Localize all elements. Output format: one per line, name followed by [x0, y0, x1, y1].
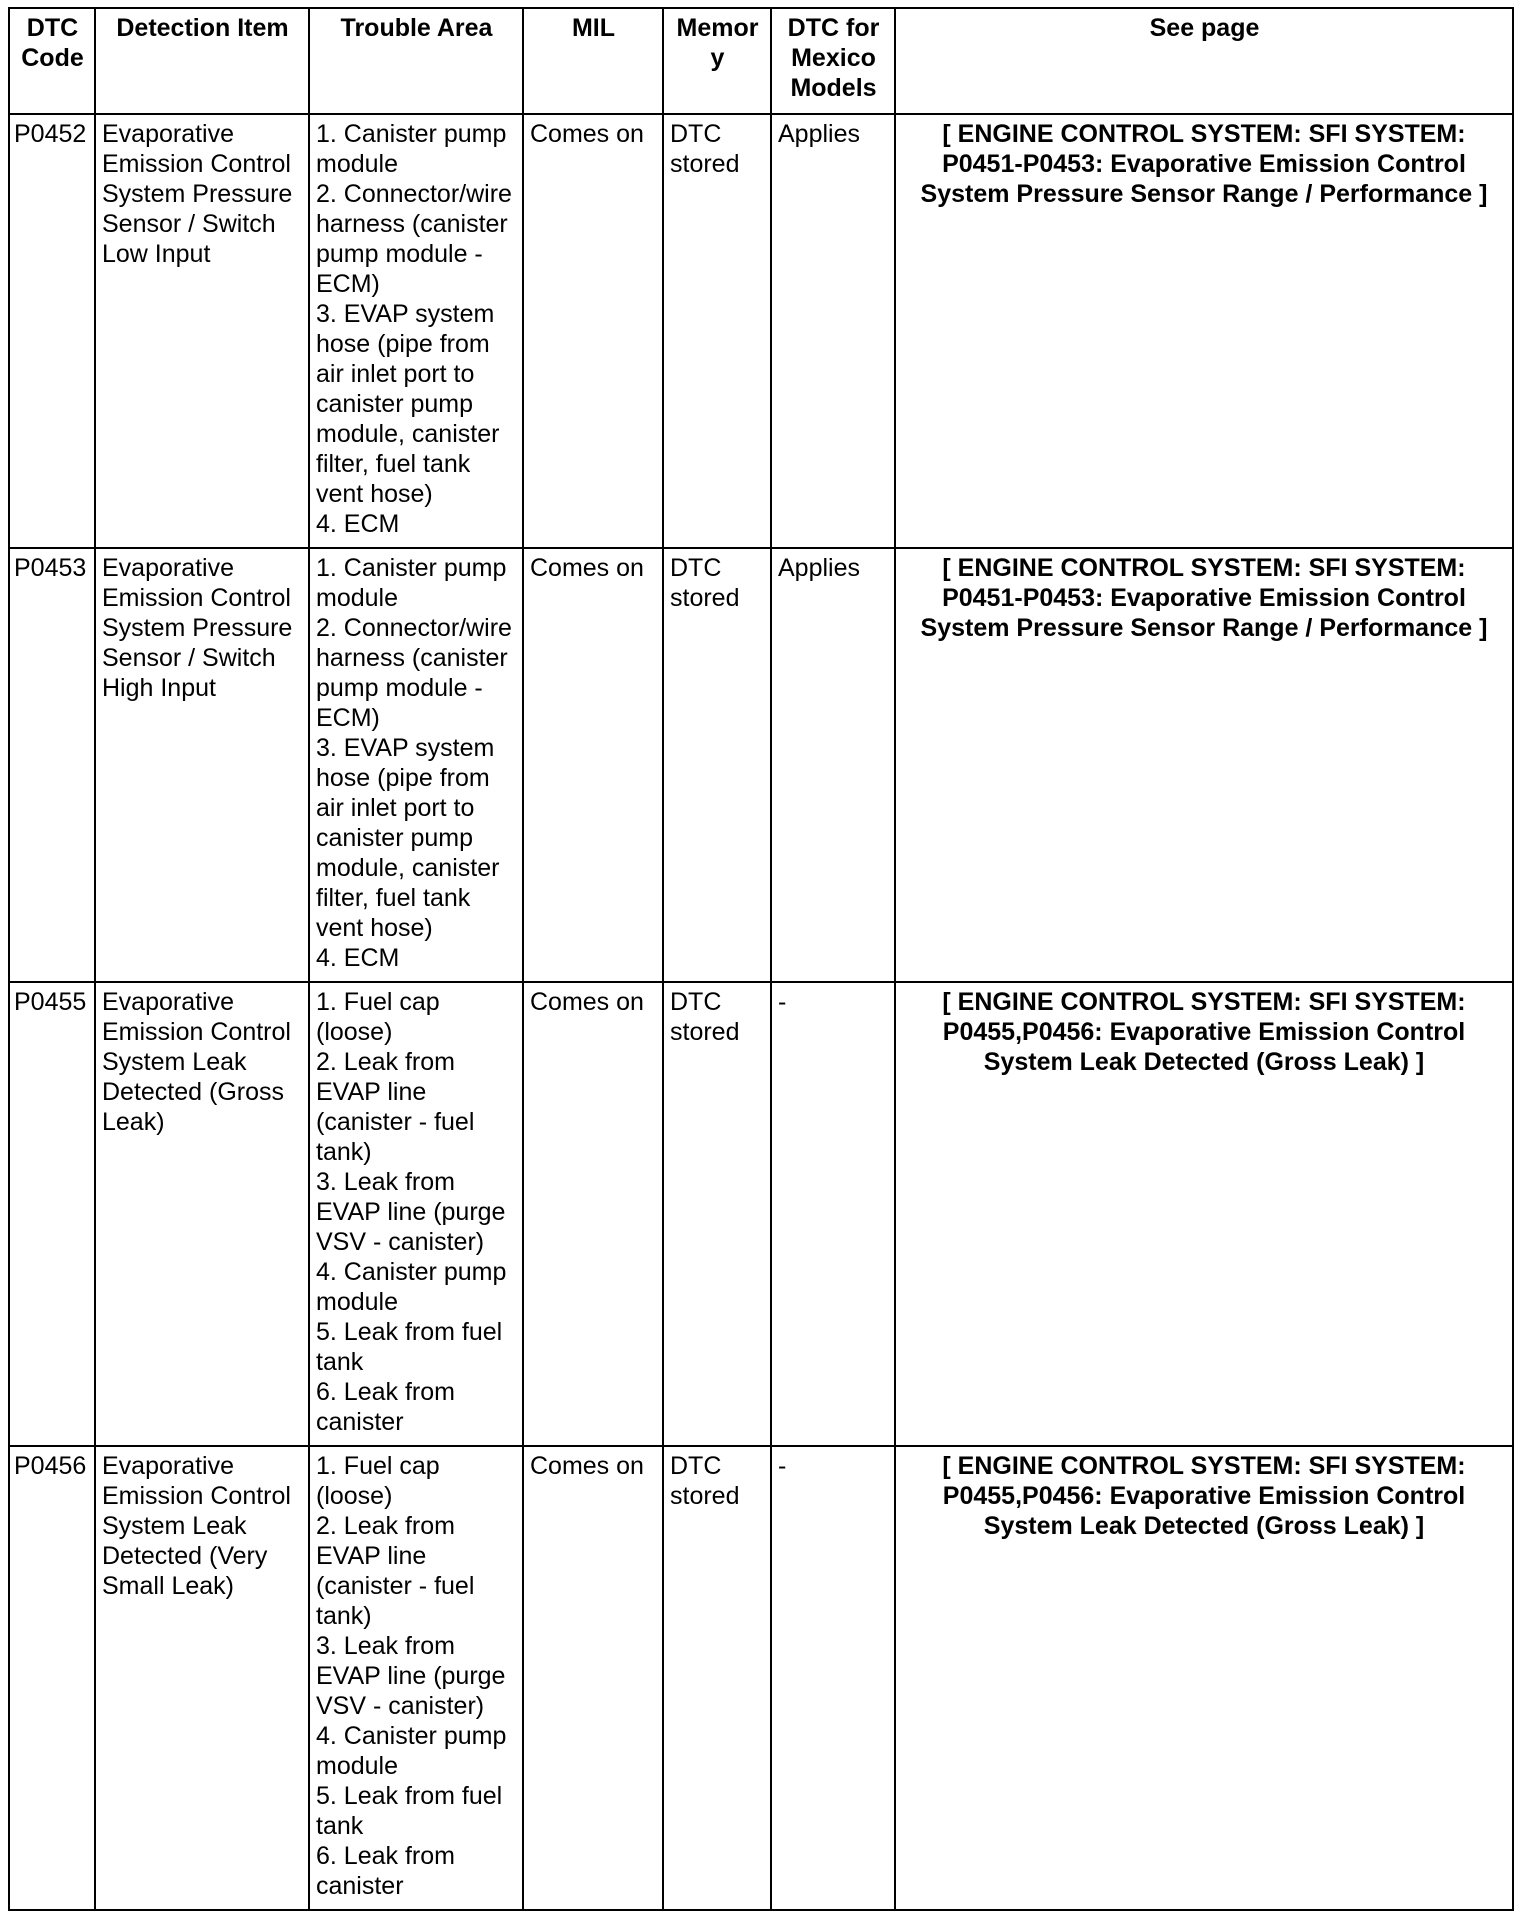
header-trouble-area: Trouble Area — [309, 8, 523, 114]
trouble-area-item: 4. Canister pump module — [316, 1258, 507, 1316]
trouble-area-item: 2. Connector/wire harness (canister pump module - ECM) — [316, 180, 512, 298]
dtc-code-cell: P0455 — [9, 982, 95, 1446]
trouble-area-item: 1. Canister pump module — [316, 554, 507, 612]
table-header-row — [9, 8, 1513, 114]
dtc-code-cell: P0456 — [9, 1446, 95, 1910]
table-row — [9, 982, 1513, 1446]
memory-cell: DTC stored — [663, 982, 771, 1446]
see-page-link[interactable]: [ ENGINE CONTROL SYSTEM: SFI SYSTEM: P0451-P0453: Evaporative Emission Control System Pressure Sensor Range / Performance ] — [895, 114, 1513, 548]
table-row — [9, 548, 1513, 982]
trouble-area-item: 2. Leak from EVAP line (canister - fuel tank) — [316, 1512, 475, 1630]
table-row — [9, 1446, 1513, 1910]
mil-cell: Comes on — [523, 1446, 663, 1910]
trouble-area-item: 4. ECM — [316, 510, 400, 538]
detection-item-cell: Evaporative Emission Control System Pressure Sensor / Switch Low Input — [95, 114, 309, 548]
mexico-cell: - — [771, 1446, 895, 1910]
trouble-area-item: 1. Canister pump module — [316, 120, 507, 178]
dtc-table — [8, 7, 1514, 1911]
trouble-area-item: 4. ECM — [316, 944, 400, 972]
mexico-cell: - — [771, 982, 895, 1446]
trouble-area-cell — [309, 114, 523, 548]
header-mil: MIL — [523, 8, 663, 114]
trouble-area-item: 6. Leak from canister — [316, 1378, 455, 1436]
trouble-area-item: 2. Leak from EVAP line (canister - fuel tank) — [316, 1048, 475, 1166]
dtc-code-cell: P0452 — [9, 114, 95, 548]
trouble-area-item: 3. EVAP system hose (pipe from air inlet port to canister pump module, canister filter, fuel tank vent hose) — [316, 300, 500, 508]
trouble-area-item: 1. Fuel cap (loose) — [316, 1452, 440, 1510]
dtc-code-cell: P0453 — [9, 548, 95, 982]
see-page-link[interactable]: [ ENGINE CONTROL SYSTEM: SFI SYSTEM: P0451-P0453: Evaporative Emission Control System Pressure Sensor Range / Performance ] — [895, 548, 1513, 982]
see-page-link[interactable]: [ ENGINE CONTROL SYSTEM: SFI SYSTEM: P0455,P0456: Evaporative Emission Control System Leak Detected (Gross Leak) ] — [895, 1446, 1513, 1910]
trouble-area-item: 4. Canister pump module — [316, 1722, 507, 1780]
memory-cell: DTC stored — [663, 1446, 771, 1910]
trouble-area-item: 3. Leak from EVAP line (purge VSV - canister) — [316, 1632, 506, 1720]
mil-cell: Comes on — [523, 548, 663, 982]
header-see-page: See page — [895, 8, 1513, 114]
detection-item-cell: Evaporative Emission Control System Pressure Sensor / Switch High Input — [95, 548, 309, 982]
header-dtc-code: DTC Code — [9, 8, 95, 114]
detection-item-cell: Evaporative Emission Control System Leak Detected (Gross Leak) — [95, 982, 309, 1446]
trouble-area-item: 3. EVAP system hose (pipe from air inlet port to canister pump module, canister filter, fuel tank vent hose) — [316, 734, 500, 942]
trouble-area-item: 3. Leak from EVAP line (purge VSV - canister) — [316, 1168, 506, 1256]
header-dtc-mexico: DTC for Mexico Models — [771, 8, 895, 114]
mexico-cell: Applies — [771, 548, 895, 982]
trouble-area-cell — [309, 548, 523, 982]
see-page-link[interactable]: [ ENGINE CONTROL SYSTEM: SFI SYSTEM: P0455,P0456: Evaporative Emission Control System Leak Detected (Gross Leak) ] — [895, 982, 1513, 1446]
trouble-area-item: 5. Leak from fuel tank — [316, 1318, 503, 1376]
trouble-area-item: 5. Leak from fuel tank — [316, 1782, 503, 1840]
memory-cell: DTC stored — [663, 114, 771, 548]
header-detection-item: Detection Item — [95, 8, 309, 114]
mil-cell: Comes on — [523, 982, 663, 1446]
document-page — [8, 7, 1512, 1911]
trouble-area-cell — [309, 982, 523, 1446]
trouble-area-item: 1. Fuel cap (loose) — [316, 988, 440, 1046]
memory-cell: DTC stored — [663, 548, 771, 982]
detection-item-cell: Evaporative Emission Control System Leak Detected (Very Small Leak) — [95, 1446, 309, 1910]
trouble-area-cell — [309, 1446, 523, 1910]
trouble-area-item: 6. Leak from canister — [316, 1842, 455, 1900]
table-row — [9, 114, 1513, 548]
mil-cell: Comes on — [523, 114, 663, 548]
mexico-cell: Applies — [771, 114, 895, 548]
trouble-area-item: 2. Connector/wire harness (canister pump module - ECM) — [316, 614, 512, 732]
header-memory: Memory — [663, 8, 771, 114]
